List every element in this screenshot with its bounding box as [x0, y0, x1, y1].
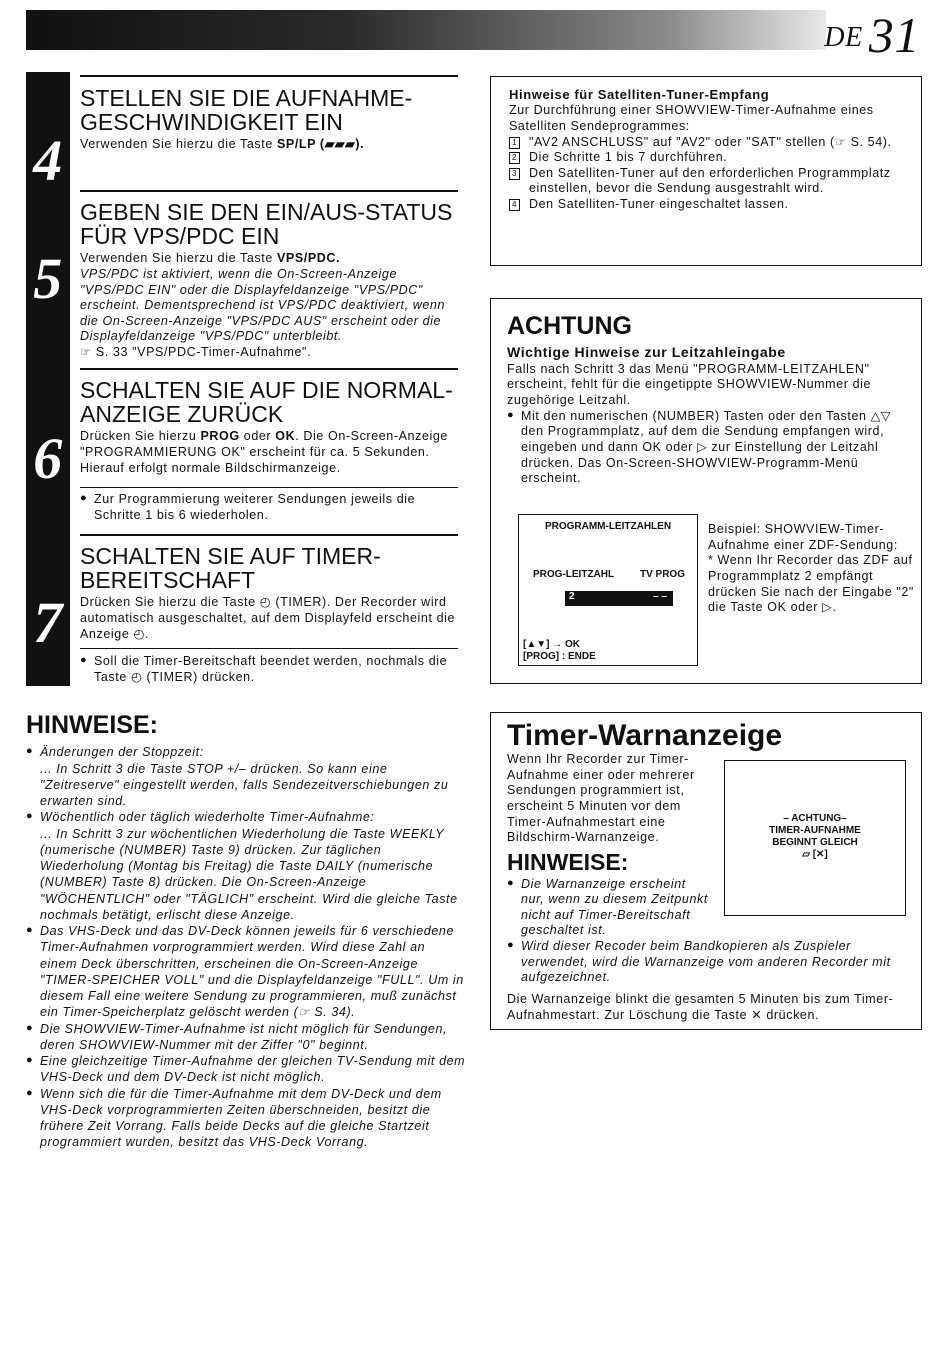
list-item-body: ... In Schritt 3 zur wöchentlichen Wiederholung die Taste WEEKLY (numerische (NUMBER) Taste 9) drücken. Zur täglichen Wiederholung (Montag bis Freitag) die Taste DAILY (numerische (NUMBER) Taste 8) drücken. Die On-Screen-Anzeige "WÖCHENTLICH" oder "TÄGLICH" erscheint. Wird die gleiche Taste nochmals betätigt, erlischt diese Anzeige.: [40, 826, 458, 922]
hinweise-left: [26, 710, 466, 1151]
list-item-body: ... In Schritt 3 die Taste STOP +/– drücken. So kann eine "Zeitreserve" eingestellt werden, falls Sendezeitverschiebungen zu erwarten sind.: [40, 761, 449, 808]
list-item: 4 Den Satelliten-Tuner eingeschaltet lassen.: [509, 197, 909, 213]
divider: [80, 190, 458, 192]
step-bullet: ● Zur Programmierung weiterer Sendungen jeweils die Schritte 1 bis 6 wiederholen.: [80, 492, 458, 523]
step-5: [80, 200, 458, 361]
step-4: [80, 86, 458, 153]
step-number-4: 4: [33, 128, 63, 193]
list-item: 1 "AV2 ANSCHLUSS" auf "AV2" oder "SAT" stellen (☞ S. 54).: [509, 135, 909, 151]
step-7-note: [80, 654, 458, 685]
step-number-6: 6: [33, 426, 63, 491]
example-text: Beispiel: SHOWVIEW-Timer-Aufnahme einer ZDF-Sendung: * Wenn Ihr Recorder das ZDF auf Programmplatz 2 empfängt drücken Sie nach der Eingabe "2" die Taste OK oder ▷.: [708, 522, 914, 615]
step-title: SCHALTEN SIE AUF TIMER-BEREITSCHAFT: [80, 543, 381, 594]
satellite-notes-box: [490, 76, 922, 266]
step-title: STELLEN SIE DIE AUFNAHME-GESCHWINDIGKEIT EIN: [80, 85, 413, 136]
language-code: DE: [824, 22, 863, 53]
list-item: ● Wöchentlich oder täglich wiederholte Timer-Aufnahme:: [26, 809, 466, 825]
step-6: [80, 378, 458, 476]
osd-input-bar: [565, 591, 673, 606]
satellite-intro: Zur Durchführung einer SHOWVIEW-Timer-Aufnahme eines Satelliten Sendeprogrammes:: [509, 103, 874, 133]
divider: [80, 534, 458, 536]
timer-warn-title: Timer-Warnanzeige: [507, 719, 783, 752]
step-title: SCHALTEN SIE AUF DIE NORMAL-ANZEIGE ZURÜCK: [80, 377, 453, 428]
list-item: ● Das VHS-Deck und das DV-Deck können jeweils für 6 verschiedene Timer-Aufnahmen vorprogrammiert werden. Wird diese Zahl an einem Deck überschritten, erscheinen die On-Screen-Anzeige "TIMER-SPEICHER VOLL" und die Displayfeldanzeige "FULL". Um in diesem Fall eine weitere Sendung zu programmieren, muß zunächst ein Timer-Speicherplatz gelöscht werden (☞ S. 34).: [26, 923, 466, 1021]
osd-value: 2: [569, 591, 575, 602]
timer-warn-text: Wenn Ihr Recorder zur Timer-Aufnahme einer oder mehrerer Sendungen programmiert ist, erscheint 5 Minuten vor dem Timer-Aufnahmestart eine Bildschirm-Warnanzeige.: [507, 752, 695, 845]
page-number: 31: [868, 7, 920, 63]
step-text: Drücken Sie hierzu PROG oder OK. Die On-Screen-Anzeige "PROGRAMMIERUNG OK" erscheint für ca. 5 Sekunden. Hierauf erfolgt normale Bildschirmanzeige.: [80, 429, 448, 475]
achtung-title: ACHTUNG: [507, 312, 632, 340]
osd-dash: – –: [653, 591, 667, 602]
step-bullet: ● Soll die Timer-Bereitschaft beendet werden, nochmals die Taste ◴ (TIMER) drücken.: [80, 654, 458, 685]
step-title: GEBEN SIE DEN EIN/AUS-STATUS FÜR VPS/PDC EIN: [80, 199, 453, 250]
step-text: Verwenden Sie hierzu die Taste VPS/PDC.: [80, 251, 341, 266]
list-item: ● Die Warnanzeige erscheint nur, wenn zu diesem Zeitpunkt nicht auf Timer-Bereitschaft geschaltet ist.: [507, 877, 712, 940]
osd-leitzahlen-screen: [518, 514, 698, 666]
step-note: VPS/PDC ist aktiviert, wenn die On-Screen-Anzeige "VPS/PDC EIN" oder die Displayfeldanzeige "VPS/PDC" erscheint. Dementsprechend ist VPS/PDC deaktiviert, wenn die On-Screen-Anzeige "VPS/PDC AUS" erscheint oder die Displayfeldanzeige "VPS/PDC" unterbleibt.: [80, 266, 446, 344]
satellite-title: Hinweise für Satelliten-Tuner-Empfang: [509, 87, 770, 102]
header-bar: [26, 10, 826, 50]
step-7: [80, 544, 458, 642]
osd-column-label: TV PROG: [639, 569, 685, 580]
hinweise-title: HINWEISE:: [26, 711, 158, 739]
step-number-5: 5: [33, 246, 63, 311]
osd-footer: [▲▼] → OK [PROG] : ENDE: [523, 639, 596, 662]
achtung-text: Falls nach Schritt 3 das Menü "PROGRAMM-LEITZAHLEN" erscheint, fehlt für die eingetippte SHOWVIEW-Nummer die zugehörige Leitzahl.: [507, 361, 872, 407]
list-item: 2 Die Schritte 1 bis 7 durchführen.: [509, 150, 909, 166]
list-item: ● Wird dieser Recoder beim Bandkopieren als Zuspieler verwendet, wird die Warnanzeige vom anderen Recorder mit aufgezeichnet.: [507, 939, 907, 986]
divider: [80, 368, 458, 370]
step-6-note: [80, 492, 458, 523]
achtung-subtitle: Wichtige Hinweise zur Leitzahleingabe: [507, 344, 786, 361]
divider: [80, 75, 458, 77]
timer-warn-footer: Die Warnanzeige blinkt die gesamten 5 Minuten bis zum Timer-Aufnahmestart. Zur Löschung die Taste ✕ drücken.: [507, 991, 894, 1022]
osd-column-label: PROG-LEITZAHL: [533, 569, 615, 580]
osd-title: PROGRAMM-LEITZAHLEN: [544, 521, 672, 532]
list-item: 3 Den Satelliten-Tuner auf den erforderlichen Programmplatz einstellen, bevor die Sendung ausgestrahlt wird.: [509, 166, 909, 197]
step-text: Drücken Sie hierzu die Taste ◴ (TIMER). Der Recorder wird automatisch ausgeschaltet, auf dem Displayfeld erscheint die Anzeige ◴.: [80, 595, 456, 641]
step-reference: ☞ S. 33 "VPS/PDC-Timer-Aufnahme".: [80, 345, 312, 360]
osd-warning-screen: – ACHTUNG– TIMER-AUFNAHME BEGINNT GLEICH ⏥ [✕]: [724, 760, 906, 916]
achtung-bullet: ● Mit den numerischen (NUMBER) Tasten oder den Tasten △▽ den Programmplatz, auf dem die Sendung empfangen wird, eingeben und dann OK oder ▷ zur Einstellung der Leitzahl drücken. Das On-Screen-SHOWVIEW-Programm-Menü erscheint.: [507, 409, 907, 487]
list-item: ● Die SHOWVIEW-Timer-Aufnahme ist nicht möglich für Sendungen, deren SHOWVIEW-Nummer mit der Ziffer "0" beginnt.: [26, 1021, 466, 1054]
step-text: Verwenden Sie hierzu die Taste SP/LP (▰▰▰).: [80, 137, 365, 152]
divider: [80, 487, 458, 488]
step-number-7: 7: [33, 590, 63, 655]
divider: [80, 648, 458, 649]
hinweise-title: HINWEISE:: [507, 848, 629, 875]
list-item: ● Wenn sich die für die Timer-Aufnahme mit dem DV-Deck und dem VHS-Deck vorprogrammierten Zeiten überschneiden, besitzt die frühere Zeit Vorrang. Falls beide Decks auf die gleiche Startzeit programmiert wurden, besitzt das VHS-Deck Vorrang.: [26, 1086, 466, 1151]
page-header: [824, 4, 920, 67]
list-item: ● Eine gleichzeitige Timer-Aufnahme der gleichen TV-Sendung mit dem VHS-Deck und dem DV-Deck ist nicht möglich.: [26, 1053, 466, 1086]
list-item: ● Änderungen der Stoppzeit:: [26, 744, 466, 760]
